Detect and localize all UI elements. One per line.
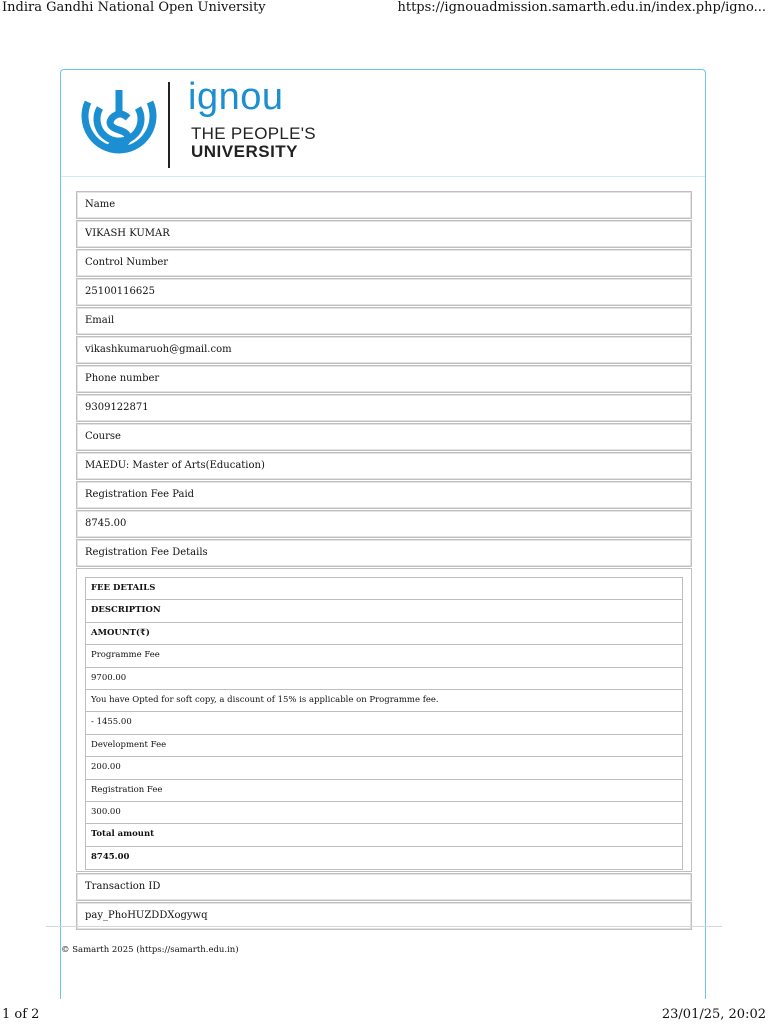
field-value-course: MAEDU: Master of Arts(Education) xyxy=(76,452,692,480)
fee-row: You have Opted for soft copy, a discount of 15% is applicable on Programme fee. xyxy=(86,690,682,712)
fee-row: DESCRIPTION xyxy=(86,600,682,622)
field-value-email: vikashkumaruoh@gmail.com xyxy=(76,336,692,364)
field-value-transaction-id: pay_PhoHUZDDXogywq xyxy=(76,902,692,930)
fee-row: - 1455.00 xyxy=(86,712,682,734)
fee-row: 8745.00 xyxy=(91,851,130,862)
fee-row: 200.00 xyxy=(86,757,682,779)
fee-row: Programme Fee xyxy=(86,645,682,667)
receipt-card xyxy=(60,69,706,999)
details-table xyxy=(76,191,692,931)
fee-row: Development Fee xyxy=(86,735,682,757)
print-datetime: 23/01/25, 20:02 xyxy=(661,1007,766,1022)
field-value-name: VIKASH KUMAR xyxy=(76,220,692,248)
ignou-emblem-icon xyxy=(76,84,162,166)
field-label-course: Course xyxy=(76,423,692,451)
logo-divider xyxy=(168,82,170,168)
print-page-title: Indira Gandhi National Open University xyxy=(2,0,266,15)
ignou-logo xyxy=(76,76,316,170)
field-label-fee-paid: Registration Fee Paid xyxy=(76,481,692,509)
field-value-fee-paid: 8745.00 xyxy=(76,510,692,538)
field-label-transaction-id: Transaction ID xyxy=(76,873,692,901)
print-page-number: 1 of 2 xyxy=(2,1007,40,1022)
field-value-control-number: 25100116625 xyxy=(76,278,692,306)
fee-row: AMOUNT(₹) xyxy=(86,623,682,645)
logo-tagline-line-2: UNIVERSITY xyxy=(191,142,299,161)
print-page-url: https://ignouadmission.samarth.edu.in/index.php/igno... xyxy=(397,0,766,15)
fee-row: 300.00 xyxy=(86,802,682,824)
field-label-control-number: Control Number xyxy=(76,249,692,277)
fee-row: 9700.00 xyxy=(86,668,682,690)
fee-row: Registration Fee xyxy=(86,780,682,802)
footer-divider xyxy=(46,926,722,927)
card-header xyxy=(61,70,705,177)
logo-tagline-line-1: THE PEOPLE'S xyxy=(191,124,316,143)
fee-details-cell xyxy=(76,568,692,872)
fee-row: Total amount xyxy=(86,824,682,846)
fee-row: FEE DETAILS xyxy=(86,578,682,600)
field-value-phone: 9309122871 xyxy=(76,394,692,422)
copyright-text: © Samarth 2025 (https://samarth.edu.in) xyxy=(61,945,239,955)
fee-details-table xyxy=(85,577,683,870)
field-label-fee-details: Registration Fee Details xyxy=(76,539,692,567)
field-label-phone: Phone number xyxy=(76,365,692,393)
logo-brand-text: ignou xyxy=(188,76,284,118)
field-label-email: Email xyxy=(76,307,692,335)
field-label-name: Name xyxy=(76,191,692,219)
